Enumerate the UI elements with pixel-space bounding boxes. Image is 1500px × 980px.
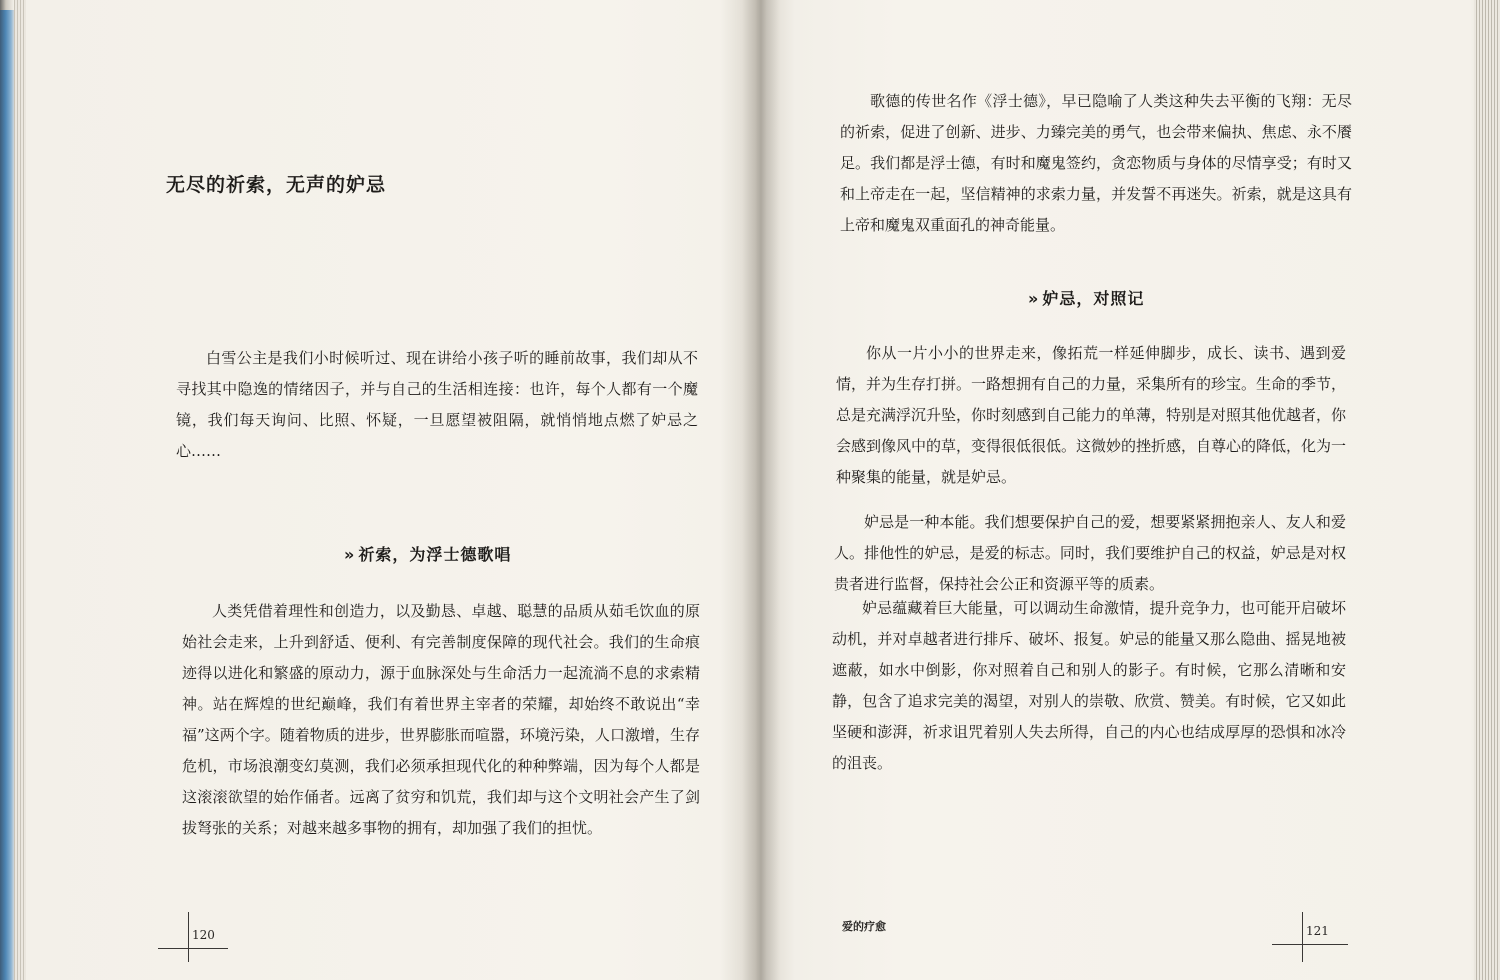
left-page (30, 0, 742, 980)
section-heading-text: 妒忌，对照记 (1042, 289, 1145, 308)
right-paragraph-1: 歌德的传世名作《浮士德》，早已隐喻了人类这种失去平衡的飞翔：无尽的祈索，促进了创新、进步、力臻完美的勇气，也会带来偏执、焦虑、永不餍足。我们都是浮士德，有时和魔鬼签约，贪恋物质与身体的尽情享受；有时又和上帝走在一起，坚信精神的求索力量，并发誓不再迷失。祈索，就是这具有上帝和魔鬼双重面孔的神奇能量。 (840, 92, 1352, 234)
chapter-title: 无尽的祈索，无声的妒忌 (166, 174, 387, 196)
footer-rule-horizontal (1272, 944, 1348, 945)
footer-rule-vertical (1302, 912, 1303, 962)
page-edges-left (14, 0, 26, 980)
running-title: 爱的疗愈 (842, 920, 886, 933)
section-heading-text: 祈索，为浮士德歌唱 (358, 545, 512, 564)
section-heading-right (1028, 286, 1144, 309)
footer-rule-vertical (188, 912, 189, 962)
page-number-right: 121 (1306, 924, 1329, 938)
right-paragraph-3: 妒忌是一种本能。我们想要保护自己的爱，想要紧紧拥抱亲人、友人和爱人。排他性的妒忌，是爱的标志。同时，我们要维护自己的权益，妒忌是对权贵者进行监督，保持社会公正和资源平等的质素。 (834, 513, 1346, 593)
body-paragraph: 人类凭借着理性和创造力，以及勤恳、卓越、聪慧的品质从茹毛饮血的原始社会走来，上升到舒适、便利、有完善制度保障的现代社会。我们的生命痕迹得以进化和繁盛的原动力，源于血脉深处与生命活力一起流淌不息的求索精神。站在辉煌的世纪巅峰，我们有着世界主宰者的荣耀，却始终不敢说出“幸福”这两个字。随着物质的进步，世界膨胀而喧嚣，环境污染，人口激增，生存危机，市场浪潮变幻莫测，我们必须承担现代化的种种弊端，因为每个人都是这滚滚欲望的始作俑者。远离了贫穷和饥荒，我们却与这个文明社会产生了剑拔弩张的关系；对越来越多事物的拥有，却加强了我们的担忧。 (182, 602, 700, 837)
right-paragraph-2: 你从一片小小的世界走来，像拓荒一样延伸脚步，成长、读书、遇到爱情，并为生存打拼。一路想拥有自己的力量，采集所有的珍宝。生命的季节，总是充满浮沉升坠，你时刻感到自己能力的单薄，特别是对照其他优越者，你会感到像风中的草，变得很低很低。这微妙的挫折感，自尊心的降低，化为一种聚集的能量，就是妒忌。 (836, 344, 1347, 486)
chevron-double-right-icon: » (344, 545, 353, 564)
book-cover-edge (0, 10, 14, 980)
book-gutter (742, 0, 780, 980)
chevron-double-right-icon: » (1028, 289, 1037, 308)
right-paragraph-4: 妒忌蕴藏着巨大能量，可以调动生命激情，提升竞争力，也可能开启破坏动机，并对卓越者进行排斥、破坏、报复。妒忌的能量又那么隐曲、摇晃地被遮蔽，如水中倒影，你对照着自己和别人的影子。有时候，它那么清晰和安静，包含了追求完美的渴望，对别人的崇敬、欣赏、赞美。有时候，它又如此坚硬和澎湃，祈求诅咒着别人失去所得，自己的内心也结成厚厚的恐惧和冰冷的沮丧。 (832, 599, 1346, 772)
page-number-left: 120 (192, 928, 215, 942)
right-page (782, 0, 1472, 980)
footer-rule-horizontal (158, 948, 228, 949)
page-edges-right (1474, 0, 1500, 980)
section-heading-left (344, 542, 511, 565)
intro-paragraph: 白雪公主是我们小时候听过、现在讲给小孩子听的睡前故事，我们却从不寻找其中隐逸的情绪因子，并与自己的生活相连接：也许，每个人都有一个魔镜，我们每天询问、比照、怀疑，一旦愿望被阻隔，就悄悄地点燃了妒忌之心…… (176, 349, 698, 460)
